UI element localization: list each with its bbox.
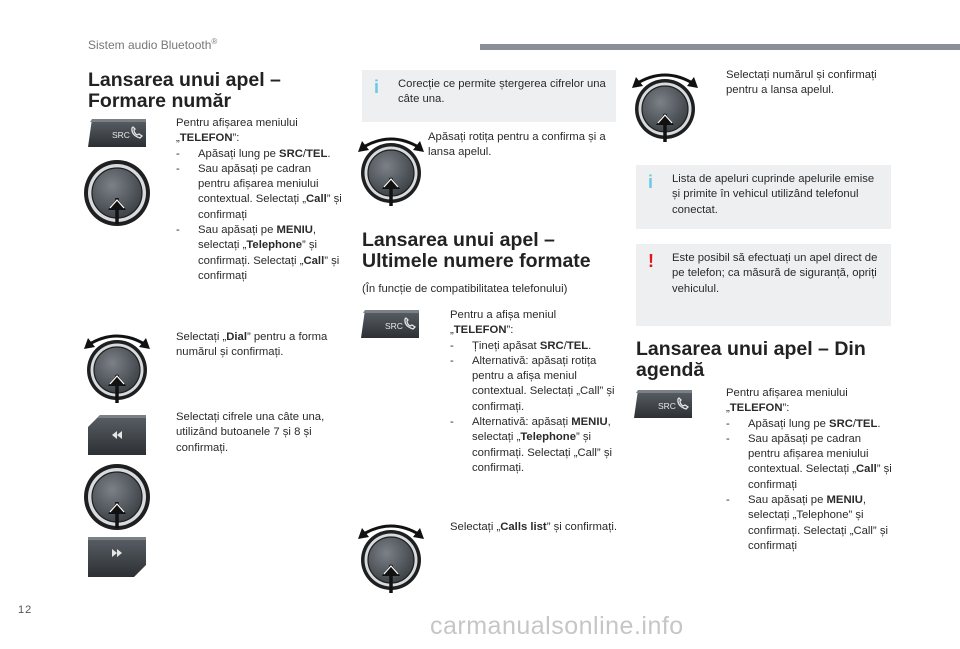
dial-rotate-press-icon-3 (356, 128, 426, 213)
info-note-correction: i Corecție ce permite ștergerea cifrelor una câte una. (362, 70, 616, 122)
section-title-phonebook: Lansarea unui apel – Din agendă (636, 338, 866, 381)
section-title-dial-number: Lansarea unui apel – Formare număr (88, 69, 281, 112)
compatibility-note: (În funcție de compatibilitatea telefonului) (362, 283, 568, 295)
dial-rotate-press-icon (82, 325, 152, 410)
src-tel-button-icon-2 (359, 308, 421, 345)
next-button-icon (86, 535, 148, 584)
info-note-call-list: i Lista de apeluri cuprinde apelurile emise și primite în vehicul utilizând telefonul conectat. (636, 165, 891, 229)
instruction-select-number: Selectați numărul și confirmați pentru a lansa apelul. (726, 69, 877, 97)
info-icon: i (374, 77, 380, 97)
src-tel-button-icon-3 (632, 388, 694, 425)
instruction-select-digits: Selectați cifrele una câte una, utilizând butoanele 7 și 8 și confirmați. (176, 411, 325, 454)
src-label-3: SRC (658, 401, 676, 411)
dial-rotate-press-icon-5 (630, 64, 700, 149)
instruction-select-dial: Selectați „Dial” pentru a forma numărul și confirmați. (176, 331, 328, 359)
page-number: 12 (18, 604, 33, 616)
src-label: SRC (112, 130, 130, 140)
instruction-confirm-call: Apăsați rotița pentru a confirma și a lansa apelul. (428, 131, 606, 159)
dial-press-icon-2 (82, 462, 152, 537)
warning-icon: ! (648, 251, 654, 271)
warning-note-safety: ! Este posibil să efectuați un apel direct de pe telefon; ca măsură de siguranță, opriți vehiculul. (636, 244, 891, 326)
instructions-recent-calls: Pentru a afișa meniul „TELEFON”: - Țineți apăsat SRC/TEL. - Alternativă: apăsați rotița pentru a afișa meniul contextual. Selectați „Call” și confirmați. - Alternativă: apăsați MENIU, selectați „Telephone” și confirmați. Selectați „Call” și confirmați. (450, 309, 615, 474)
header-bar (480, 44, 960, 50)
info-icon-2: i (648, 172, 654, 192)
instructions-telefon-menu: Pentru afișarea meniului „TELEFON”: - Apăsați lung pe SRC/TEL. - Sau apăsați pe cadran pentru afișarea meniului contextual. Selectați „Call” și confirmați - Sau apăsați pe MENIU, selectați „Telephone” și confirmați. Selectați „Call” și confirmați (176, 117, 342, 282)
previous-button-icon (86, 413, 148, 462)
section-title-recent-calls: Lansarea unui apel – Ultimele numere formate (362, 229, 591, 272)
instructions-phonebook: Pentru afișarea meniului „TELEFON”: - Apăsați lung pe SRC/TEL. - Sau apăsați pe cadran pentru afișarea meniului contextual. Selectați „Call” și confirmați - Sau apăsați pe MENIU, selectați „Telephone” și confirmați. Selectați „Call” și confirmați (726, 387, 892, 552)
running-header: Sistem audio Bluetooth® (88, 37, 218, 52)
watermark: carmanualsonline.info (430, 612, 684, 640)
src-tel-button-icon (86, 117, 148, 154)
src-label-2: SRC (385, 321, 403, 331)
instruction-calls-list: Selectați „Calls list” și confirmați. (450, 521, 618, 533)
dial-rotate-press-icon-4 (356, 515, 426, 600)
dial-press-icon (82, 158, 152, 233)
